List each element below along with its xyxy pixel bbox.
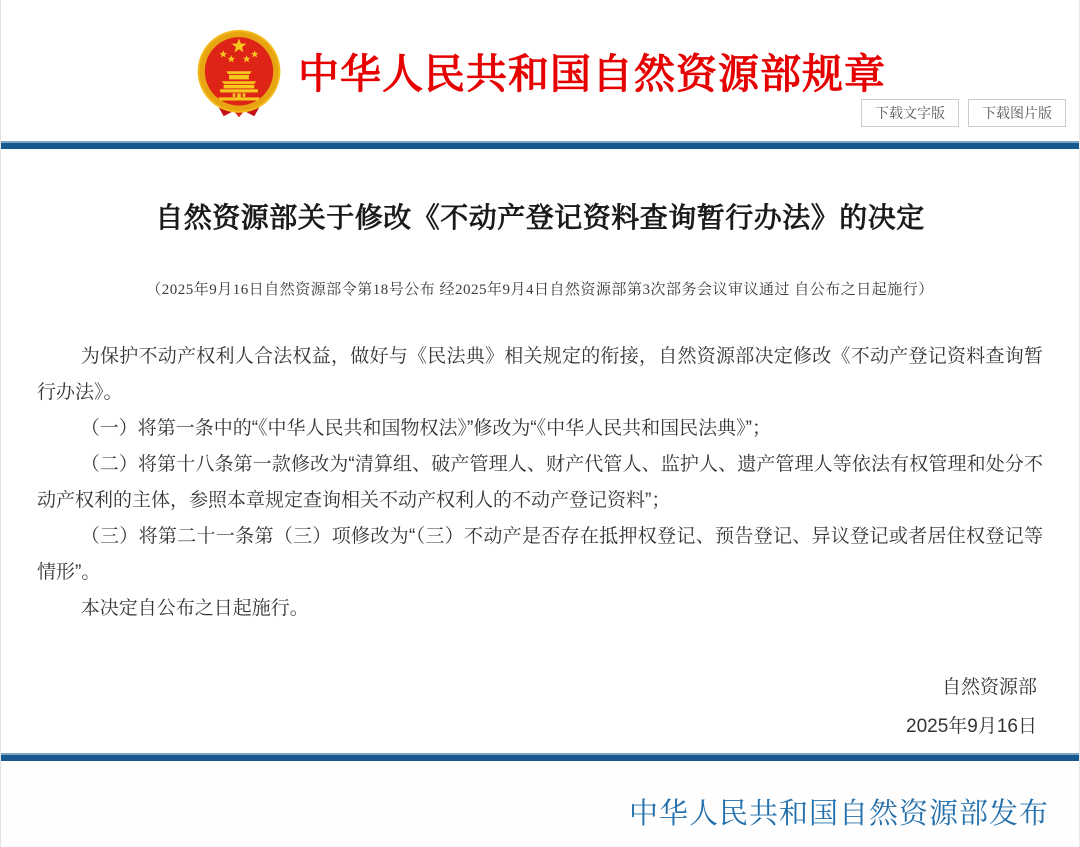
bottom-divider-bar: [1, 753, 1079, 761]
top-divider-bar: [1, 141, 1079, 149]
document-paragraphs: [37, 339, 1043, 627]
signature-date: 2025年9月16日: [906, 716, 1037, 737]
paragraph-item-2: （二）将第十八条第一款修改为“清算组、破产管理人、财产代管人、监护人、遗产管理人等依法有权管理和处分不动产权利的主体，参照本章规定查询相关不动产权利人的不动产登记资料”；: [37, 454, 1043, 511]
footer: [1, 761, 1079, 847]
site-title: 中华人民共和国自然资源部规章: [298, 50, 886, 97]
paragraph-item-1: （一）将第一条中的“《中华人民共和国物权法》”修改为“《中华人民共和国民法典》”；: [80, 418, 771, 439]
china-national-emblem-icon: [194, 28, 284, 120]
paragraph-item-3: （三）将第二十一条第（三）项修改为“（三）不动产是否存在抵押权登记、预告登记、异议登记或者居住权登记等情形”。: [37, 526, 1043, 583]
header: [1, 0, 1079, 141]
document-subtitle: （2025年9月16日自然资源部令第18号公布 经2025年9月4日自然资源部第3次部务会议审议通过 自公布之日起施行）: [146, 282, 934, 298]
signature-issuer: 自然资源部: [941, 677, 1037, 698]
publisher-label: 中华人民共和国自然资源部发布: [628, 798, 1049, 830]
document-body: [1, 149, 1079, 753]
signature-block: [1, 673, 1037, 742]
download-text-button[interactable]: 下载文字版: [861, 99, 959, 127]
paragraph-effective-date: 本决定自公布之日起施行。: [80, 598, 309, 619]
download-image-button[interactable]: 下载图片版: [968, 99, 1066, 127]
paragraph-intro: 为保护不动产权利人合法权益，做好与《民法典》相关规定的衔接，自然资源部决定修改《不动产登记资料查询暂行办法》。: [37, 346, 1043, 403]
document-title: 自然资源部关于修改《不动产登记资料查询暂行办法》的决定: [155, 202, 925, 233]
header-buttons: [861, 99, 1066, 127]
